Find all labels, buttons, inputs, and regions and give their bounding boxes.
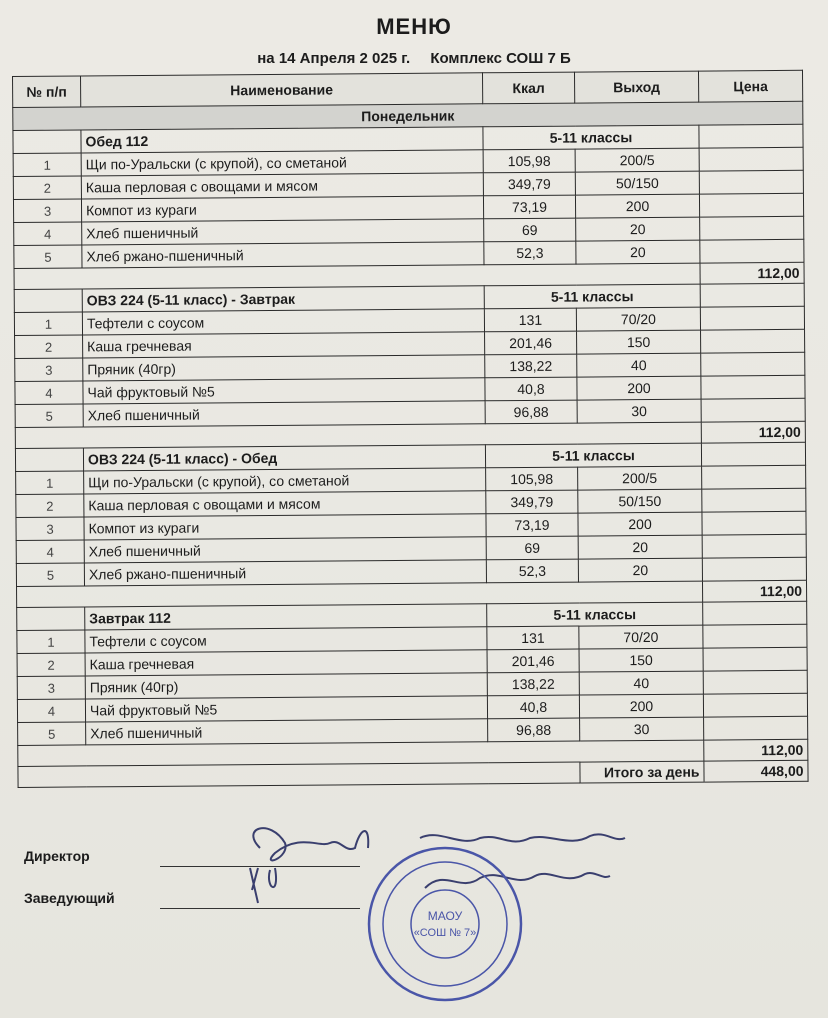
item-number: 5: [18, 722, 86, 746]
item-price: [700, 306, 804, 330]
item-number: 2: [15, 335, 83, 359]
item-kcal: 69: [486, 536, 578, 560]
item-kcal: 105,98: [483, 149, 575, 173]
item-output: 150: [579, 648, 703, 672]
stamp-line-2: «СОШ № 7»: [413, 927, 477, 939]
item-output: 30: [577, 399, 701, 423]
item-kcal: 40,8: [487, 695, 579, 719]
item-output: 30: [580, 717, 704, 741]
item-price: [699, 193, 803, 217]
item-price: [701, 398, 805, 422]
item-name: Щи по-Уральски (с крупой), со сметаной: [81, 150, 483, 176]
item-output: 70/20: [576, 307, 700, 331]
day-total-label: Итого за день: [580, 761, 704, 783]
item-kcal: 52,3: [486, 559, 578, 583]
item-output: 70/20: [579, 625, 703, 649]
item-price: [703, 647, 807, 671]
item-output: 200: [579, 694, 703, 718]
day-label: Понедельник: [13, 101, 803, 130]
item-number: 2: [13, 176, 81, 200]
item-output: 50/150: [575, 171, 699, 195]
item-number: 1: [17, 630, 85, 654]
item-kcal: 138,22: [487, 672, 579, 696]
section-total: 112,00: [702, 580, 806, 602]
item-number: 2: [16, 494, 84, 518]
item-price: [700, 239, 804, 263]
document-title: МЕНЮ: [376, 14, 452, 39]
item-price: [702, 557, 806, 581]
item-number: 1: [13, 153, 81, 177]
item-name: Каша гречневая: [85, 650, 487, 676]
director-label: Директор: [24, 848, 90, 864]
item-name: Компот из кураги: [81, 196, 483, 222]
official-stamp: [360, 844, 530, 1004]
item-name: Пряник (40гр): [85, 673, 487, 699]
item-number: 1: [14, 312, 82, 336]
item-name: Тефтели с соусом: [82, 309, 484, 335]
item-price: [700, 216, 804, 240]
item-name: Чай фруктовый №5: [83, 378, 485, 404]
item-kcal: 201,46: [485, 331, 577, 355]
col-header-output: Выход: [574, 71, 698, 103]
section-name: Завтрак 112: [85, 604, 487, 630]
item-number: 4: [16, 540, 84, 564]
manager-label: Заведующий: [24, 890, 115, 906]
item-output: 150: [577, 330, 701, 354]
date-line: на 14 Апреля 2 025 г.: [257, 50, 411, 67]
item-number: 4: [14, 222, 82, 246]
item-name: Компот из кураги: [84, 514, 486, 540]
item-output: 40: [579, 671, 703, 695]
item-output: 200: [577, 376, 701, 400]
item-price: [704, 716, 808, 740]
item-price: [702, 465, 806, 489]
section-total: 112,00: [701, 421, 805, 443]
item-kcal: 349,79: [483, 172, 575, 196]
item-kcal: 131: [487, 626, 579, 650]
col-header-price: Цена: [698, 70, 802, 102]
item-name: Тефтели с соусом: [85, 627, 487, 653]
section-price-cell: [700, 283, 804, 307]
item-number: 3: [17, 676, 85, 700]
menu-table: [12, 70, 809, 788]
section-group: 5-11 классы: [483, 125, 699, 150]
item-number: 5: [15, 404, 83, 428]
item-output: 200: [578, 512, 702, 536]
item-number: 3: [13, 199, 81, 223]
item-name: Хлеб пшеничный: [84, 537, 486, 563]
item-output: 50/150: [578, 489, 702, 513]
item-name: Хлеб ржано-пшеничный: [84, 560, 486, 586]
item-output: 20: [576, 240, 700, 264]
item-price: [703, 670, 807, 694]
item-name: Хлеб пшеничный: [86, 719, 488, 745]
col-header-number: № п/п: [13, 76, 81, 108]
item-name: Хлеб пшеничный: [83, 401, 485, 427]
item-kcal: 96,88: [485, 400, 577, 424]
item-price: [702, 534, 806, 558]
item-price: [701, 329, 805, 353]
item-price: [699, 170, 803, 194]
day-total-value: 448,00: [704, 760, 808, 782]
item-kcal: 201,46: [487, 649, 579, 673]
menu-table-wrapper: [12, 70, 808, 788]
item-kcal: 69: [484, 218, 576, 242]
item-price: [701, 352, 805, 376]
item-number: 3: [15, 358, 83, 382]
item-price: [702, 511, 806, 535]
section-name: ОВЗ 224 (5-11 класс) - Обед: [83, 445, 485, 471]
item-name: Каша перловая с овощами и мясом: [81, 173, 483, 199]
item-kcal: 73,19: [486, 513, 578, 537]
section-total: 112,00: [704, 739, 808, 761]
item-output: 200: [575, 194, 699, 218]
item-price: [701, 375, 805, 399]
item-kcal: 138,22: [485, 354, 577, 378]
section-price-cell: [699, 124, 803, 148]
item-output: 40: [577, 353, 701, 377]
section-name: Обед 112: [81, 127, 483, 153]
item-number: 5: [16, 563, 84, 587]
section-group: 5-11 классы: [484, 284, 700, 309]
item-name: Чай фруктовый №5: [85, 696, 487, 722]
section-price-cell: [703, 601, 807, 625]
section-number-cell: [14, 289, 82, 313]
section-total: 112,00: [700, 262, 804, 284]
section-number-cell: [15, 448, 83, 472]
item-name: Каша гречневая: [83, 332, 485, 358]
item-name: Каша перловая с овощами и мясом: [84, 491, 486, 517]
section-group: 5-11 классы: [487, 602, 703, 627]
item-kcal: 131: [484, 308, 576, 332]
item-kcal: 40,8: [485, 377, 577, 401]
complex-line: Комплекс СОШ 7 Б: [430, 50, 571, 67]
section-name: ОВЗ 224 (5-11 класс) - Завтрак: [82, 286, 484, 312]
item-output: 200/5: [575, 148, 699, 172]
document-subtitle: [0, 50, 828, 67]
item-kcal: 73,19: [483, 195, 575, 219]
item-price: [703, 693, 807, 717]
item-number: 3: [16, 517, 84, 541]
item-output: 20: [578, 535, 702, 559]
col-header-kcal: Ккал: [482, 72, 574, 104]
item-kcal: 52,3: [484, 241, 576, 265]
item-output: 20: [576, 217, 700, 241]
item-output: 20: [578, 558, 702, 582]
item-kcal: 105,98: [486, 467, 578, 491]
section-price-cell: [701, 442, 805, 466]
item-number: 4: [17, 699, 85, 723]
stamp-line-1: МАОУ: [427, 909, 463, 923]
item-name: Щи по-Уральски (с крупой), со сметаной: [84, 468, 486, 494]
item-output: 200/5: [578, 466, 702, 490]
item-name: Хлеб пшеничный: [82, 219, 484, 245]
section-number-cell: [17, 607, 85, 631]
col-header-name: Наименование: [81, 73, 483, 107]
item-price: [702, 488, 806, 512]
section-number-cell: [13, 130, 81, 154]
item-price: [703, 624, 807, 648]
item-price: [699, 147, 803, 171]
item-kcal: 96,88: [488, 718, 580, 742]
day-total-spacer: [18, 762, 580, 787]
item-name: Хлеб ржано-пшеничный: [82, 242, 484, 268]
section-group: 5-11 классы: [485, 443, 701, 468]
item-number: 5: [14, 245, 82, 269]
item-kcal: 349,79: [486, 490, 578, 514]
item-number: 1: [16, 471, 84, 495]
item-number: 2: [17, 653, 85, 677]
menu-table-body: [13, 101, 808, 787]
item-name: Пряник (40гр): [83, 355, 485, 381]
item-number: 4: [15, 381, 83, 405]
